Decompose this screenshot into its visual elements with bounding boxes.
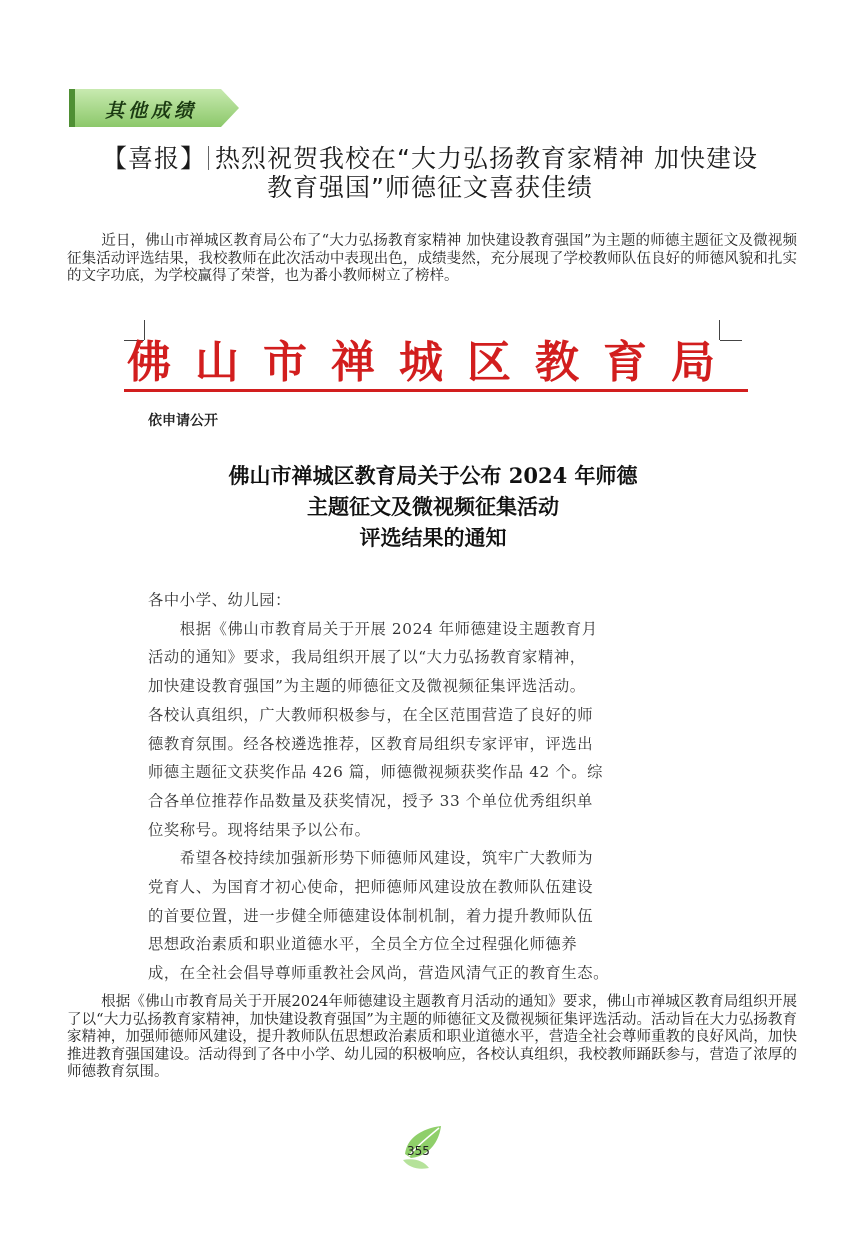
intro-paragraph [67, 233, 797, 286]
notice-body-line: 德教育氛围。经各校遴选推荐，区教育局组织专家评审，评选出 [148, 734, 594, 753]
notice-title-line: 佛山市禅城区教育局关于公布 2024 年师德 [228, 463, 638, 488]
intro-text: 近日，佛山市禅城区教育局公布了“大力弘扬教育家精神 加快建设教育强国”为主题的师德主题征文及微视频征集活动评选结果，我校教师在此次活动中表现出色，成绩斐然，充分展现了学校教师队伍良好的师德风貌和扎实的文字功底，为学校赢得了荣誉，也为番小教师树立了榜样。 [67, 233, 797, 284]
disclosure-type: 依申请公开 [148, 413, 218, 429]
red-rule [124, 389, 748, 392]
notice-body-line: 合各单位推荐作品数量及获奖情况，授予 33 个单位优秀组织单 [148, 791, 593, 810]
notice-document-image [118, 320, 748, 990]
notice-body-line: 思想政治素质和职业道德水平，全员全方位全过程强化师德养 [148, 935, 578, 954]
headline [70, 144, 790, 202]
page-number: 355 [407, 1144, 430, 1158]
headline-text-1: 热烈祝贺我校在“大力弘扬教育家精神 加快建设 [215, 144, 758, 173]
issuer-name: 佛山市禅城区教育局 [127, 337, 739, 388]
notice-title-line: 评选结果的通知 [359, 525, 507, 550]
notice-body-line: 活动的通知》要求，我局组织开展了以“大力弘扬教育家精神， [148, 648, 586, 667]
section-tab [69, 89, 239, 127]
notice-title-line: 主题征文及微视频征集活动 [307, 494, 559, 519]
notice-body-line: 的首要位置，进一步健全师德建设体制机制，着力提升教师队伍 [148, 906, 594, 925]
section-label: 其他成绩 [105, 100, 198, 122]
closing-text: 根据《佛山市教育局关于开展2024年师德建设主题教育月活动的通知》要求，佛山市禅城区教育局组织开展了以“大力弘扬教育家精神，加快建设教育强国”为主题的师德征文及微视频征集评选活动。活动旨在大力弘扬教育家精神，加强师德师风建设，提升教师队伍思想政治素质和职业道德水平，营造全社会尊师重教的良好风尚，加快推进教育强国建设。活动得到了各中小学、幼儿园的积极响应，各校认真组织，我校教师踊跃参与，营造了浓厚的师德教育氛围。 [67, 994, 797, 1080]
notice-body [148, 586, 718, 988]
headline-line-2: 教育强国”师德征文喜获佳绩 [267, 173, 593, 202]
notice-body-line: 党育人、为国育才初心使命，把师德师风建设放在教师队伍建设 [148, 878, 594, 897]
notice-body-line: 根据《佛山市教育局关于开展 2024 年师德建设主题教育月 [148, 619, 598, 638]
closing-paragraph [67, 994, 797, 1082]
headline-prefix: 【喜报】 [102, 144, 207, 173]
notice-body-line: 各校认真组织，广大教师积极参与，在全区范围营造了良好的师 [148, 705, 594, 724]
notice-body-line: 加快建设教育强国”为主题的师德征文及微视频征集评选活动。 [148, 677, 586, 696]
notice-body-line: 各中小学、幼儿园： [148, 591, 292, 609]
notice-title [118, 460, 748, 553]
page-number-badge [399, 1124, 447, 1172]
notice-body-line: 成，在全社会倡导尊师重教社会风尚，营造风清气正的教育生态。 [148, 964, 610, 983]
headline-line-1 [70, 144, 790, 173]
headline-divider [208, 146, 209, 170]
notice-body-line: 位奖称号。现将结果予以公布。 [148, 820, 371, 839]
notice-body-line: 师德主题征文获奖作品 426 篇，师德微视频获奖作品 42 个。综 [148, 763, 604, 782]
notice-body-line: 希望各校持续加强新形势下师德师风建设，筑牢广大教师为 [148, 849, 594, 868]
